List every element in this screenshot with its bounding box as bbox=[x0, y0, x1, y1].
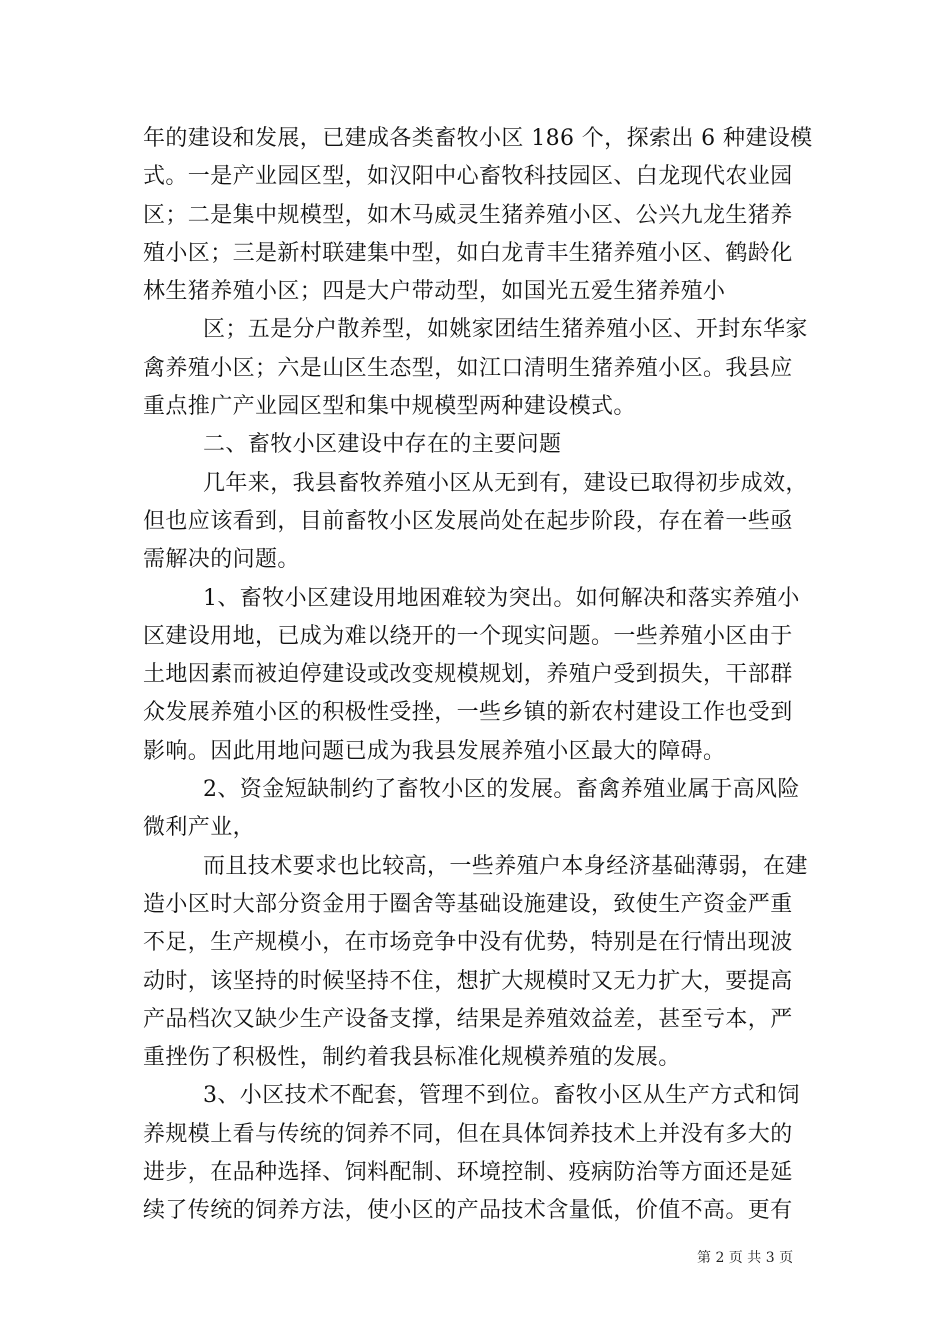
text-line: 微利产业， bbox=[143, 815, 256, 841]
text-line: 产品档次又缺少生产设备支撑，结果是养殖效益差，甚至亏本，严 bbox=[143, 1006, 793, 1032]
text-line: 殖小区；三是新村联建集中型，如白龙青丰生猪养殖小区、鹤龄化 bbox=[143, 240, 793, 266]
text-line: 式。一是产业园区型，如汉阳中心畜牧科技园区、白龙现代农业园 bbox=[143, 164, 793, 190]
text-line: 重挫伤了积极性，制约着我县标准化规模养殖的发展。 bbox=[143, 1045, 681, 1071]
text-line: 禽养殖小区；六是山区生态型，如江口清明生猪养殖小区。我县应 bbox=[143, 355, 793, 381]
text-line: 进步，在品种选择、饲料配制、环境控制、疫病防治等方面还是延 bbox=[143, 1160, 793, 1186]
text-line: 土地因素而被迫停建设或改变规模规划，养殖户受到损失，干部群 bbox=[143, 662, 793, 688]
text-line: 林生猪养殖小区；四是大户带动型，如国光五爱生猪养殖小 bbox=[143, 279, 726, 305]
page-footer: 第 2 页 共 3 页 bbox=[697, 1250, 794, 1266]
text-line: 不足，生产规模小，在市场竞争中没有优势，特别是在行情出现波 bbox=[143, 930, 793, 956]
text-line: 重点推广产业园区型和集中规模型两种建设模式。 bbox=[143, 394, 636, 420]
text-line: 众发展养殖小区的积极性受挫，一些乡镇的新农村建设工作也受到 bbox=[143, 700, 793, 726]
text-line: 动时，该坚持的时候坚持不住，想扩大规模时又无力扩大，要提高 bbox=[143, 968, 793, 994]
text-line: 二、畜牧小区建设中存在的主要问题 bbox=[203, 432, 562, 458]
text-line: 区；五是分户散养型，如姚家团结生猪养殖小区、开封东华家 bbox=[203, 317, 808, 343]
text-line: 需解决的问题。 bbox=[143, 547, 300, 573]
text-line: 区；二是集中规模型，如木马威灵生猪养殖小区、公兴九龙生猪养 bbox=[143, 202, 793, 228]
text-line: 造小区时大部分资金用于圈舍等基础设施建设，致使生产资金严重 bbox=[143, 891, 793, 917]
text-line: 年的建设和发展，已建成各类畜牧小区 186 个，探索出 6 种建设模 bbox=[143, 126, 813, 151]
text-line: 1、畜牧小区建设用地困难较为突出。如何解决和落实养殖小 bbox=[203, 585, 800, 611]
text-line: 几年来，我县畜牧养殖小区从无到有，建设已取得初步成效， bbox=[203, 470, 808, 496]
body-text bbox=[143, 120, 811, 1231]
text-line: 但也应该看到，目前畜牧小区发展尚处在起步阶段，存在着一些亟 bbox=[143, 508, 793, 534]
text-line: 而且技术要求也比较高，一些养殖户本身经济基础薄弱，在建 bbox=[203, 853, 808, 879]
text-line: 影响。因此用地问题已成为我县发展养殖小区最大的障碍。 bbox=[143, 738, 726, 764]
text-line: 3、小区技术不配套，管理不到位。畜牧小区从生产方式和饲 bbox=[203, 1083, 800, 1109]
text-line: 2、资金短缺制约了畜牧小区的发展。畜禽养殖业属于高风险 bbox=[203, 777, 800, 803]
text-line: 区建设用地，已成为难以绕开的一个现实问题。一些养殖小区由于 bbox=[143, 623, 793, 649]
text-line: 养规模上看与传统的饲养不同，但在具体饲养技术上并没有多大的 bbox=[143, 1121, 793, 1147]
text-line: 续了传统的饲养方法，使小区的产品技术含量低，价值不高。更有 bbox=[143, 1198, 793, 1224]
